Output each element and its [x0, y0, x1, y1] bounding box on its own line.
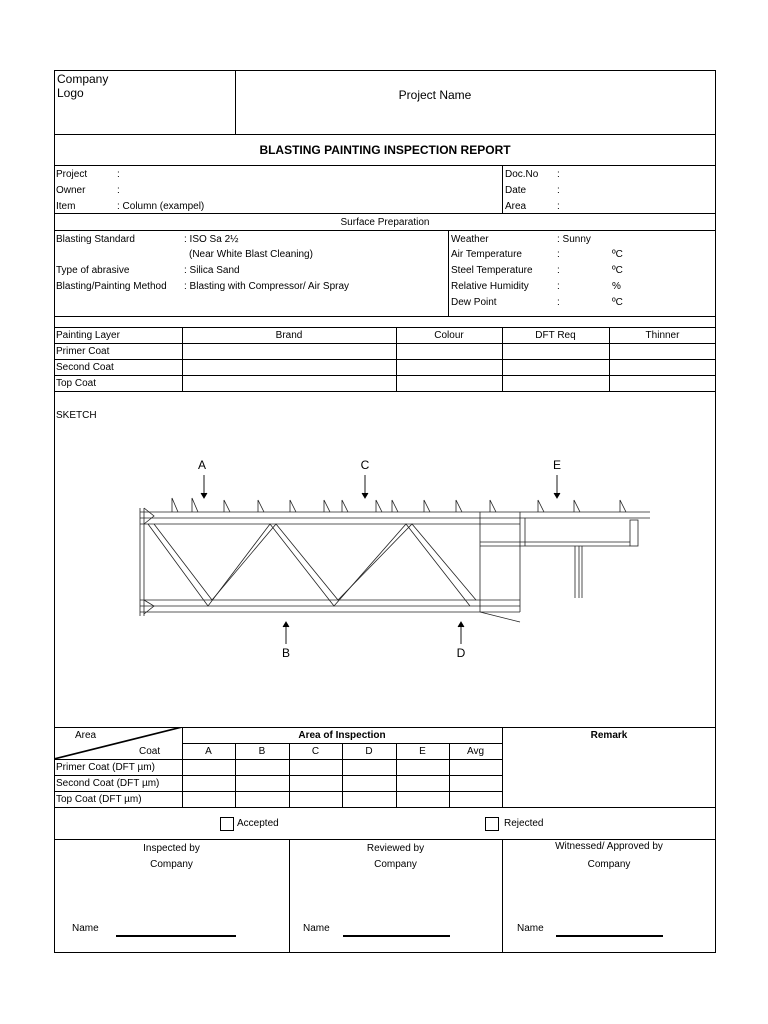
- approved-by-label: Witnessed/ Approved by: [555, 841, 663, 852]
- owner-label: Owner: [56, 185, 86, 196]
- painting-row-primer: Primer Coat: [56, 346, 110, 357]
- reviewed-by-label: Reviewed by: [366, 843, 425, 854]
- company-logo-placeholder: Company Logo: [57, 72, 109, 100]
- inspected-by-name-label: Name: [72, 923, 99, 934]
- rejected-label: Rejected: [504, 818, 544, 829]
- surface-left-value: : Silica Sand: [184, 265, 240, 276]
- inspection-area-label: Area: [75, 730, 97, 741]
- surface-preparation-title: Surface Preparation: [340, 217, 430, 228]
- reviewed-by-company: Company: [374, 859, 417, 870]
- surface-left-label: Blasting/Painting Method: [56, 281, 167, 292]
- marker-c: C: [360, 458, 370, 472]
- remark-header: Remark: [590, 730, 628, 741]
- docno-value: :: [557, 169, 560, 180]
- steel-temp-unit: ºC: [612, 265, 623, 276]
- inspection-row-top: Top Coat (DFT µm): [56, 794, 142, 805]
- reviewed-by-signature-line[interactable]: [343, 935, 450, 937]
- inspection-coat-label: Coat: [139, 746, 161, 757]
- inspection-row-second: Second Coat (DFT µm): [56, 778, 160, 789]
- air-temp-unit: ºC: [612, 249, 623, 260]
- steel-temp-label: Steel Temperature: [451, 265, 533, 276]
- painting-header-dft: DFT Req: [535, 330, 576, 341]
- weather-value: : Sunny: [557, 234, 591, 245]
- inspection-col-a: A: [205, 746, 212, 757]
- inspection-col-avg: Avg: [466, 746, 485, 757]
- surface-left-value: : Blasting with Compressor/ Air Spray: [184, 281, 350, 292]
- inspection-col-c: C: [311, 746, 320, 757]
- surface-left-label: Blasting Standard: [56, 234, 135, 245]
- painting-header-thinner: Thinner: [645, 330, 680, 341]
- humidity-unit: %: [612, 281, 621, 292]
- project-label: Project: [56, 169, 88, 180]
- approved-by-company: Company: [587, 859, 631, 870]
- item-label: Item: [56, 201, 76, 212]
- inspected-by-signature-line[interactable]: [116, 935, 236, 937]
- rejected-checkbox[interactable]: [485, 817, 499, 831]
- marker-d: D: [456, 646, 466, 660]
- owner-value: :: [117, 185, 120, 196]
- surface-left-value: : ISO Sa 2½: [184, 234, 239, 245]
- humidity-colon: :: [557, 281, 560, 292]
- project-name: Project Name: [398, 88, 472, 102]
- accepted-checkbox[interactable]: [220, 817, 234, 831]
- air-temp-label: Air Temperature: [451, 249, 522, 260]
- project-value: :: [117, 169, 120, 180]
- accepted-label: Accepted: [237, 818, 279, 829]
- dew-point-label: Dew Point: [451, 297, 497, 308]
- air-temp-colon: :: [557, 249, 560, 260]
- steel-temp-colon: :: [557, 265, 560, 276]
- reviewed-by-name-label: Name: [303, 923, 330, 934]
- report-title: BLASTING PAINTING INSPECTION REPORT: [259, 143, 511, 157]
- painting-row-second: Second Coat: [56, 362, 114, 373]
- painting-header-colour: Colour: [434, 330, 464, 341]
- date-value: :: [557, 185, 560, 196]
- painting-row-top: Top Coat: [56, 378, 97, 389]
- marker-a: A: [197, 458, 206, 472]
- area-coat-diagonal: [54, 727, 182, 759]
- marker-e: E: [552, 458, 561, 472]
- dew-point-unit: ºC: [612, 297, 623, 308]
- inspection-col-b: B: [258, 746, 266, 757]
- docno-label: Doc.No: [505, 169, 539, 180]
- area-value: :: [557, 201, 560, 212]
- marker-b: B: [281, 646, 290, 660]
- inspection-row-primer: Primer Coat (DFT µm): [56, 762, 155, 773]
- dew-point-colon: :: [557, 297, 560, 308]
- surface-left-label: Type of abrasive: [56, 265, 130, 276]
- weather-label: Weather: [451, 234, 489, 245]
- approved-by-name-label: Name: [517, 923, 544, 934]
- sketch-label: SKETCH: [56, 410, 97, 421]
- inspection-col-e: E: [419, 746, 426, 757]
- painting-header-brand: Brand: [275, 330, 303, 341]
- inspected-by-company: Company: [150, 859, 193, 870]
- item-value: : Column (exampel): [117, 201, 205, 212]
- area-label: Area: [505, 201, 527, 212]
- truss-sketch: [130, 450, 660, 665]
- inspected-by-label: Inspected by: [143, 843, 200, 854]
- approved-by-signature-line[interactable]: [556, 935, 663, 937]
- painting-header-layer: Painting Layer: [56, 330, 120, 341]
- humidity-label: Relative Humidity: [451, 281, 529, 292]
- area-of-inspection-header: Area of Inspection: [298, 730, 386, 741]
- inspection-col-d: D: [365, 746, 373, 757]
- date-label: Date: [505, 185, 527, 196]
- surface-left-value: (Near White Blast Cleaning): [189, 249, 313, 260]
